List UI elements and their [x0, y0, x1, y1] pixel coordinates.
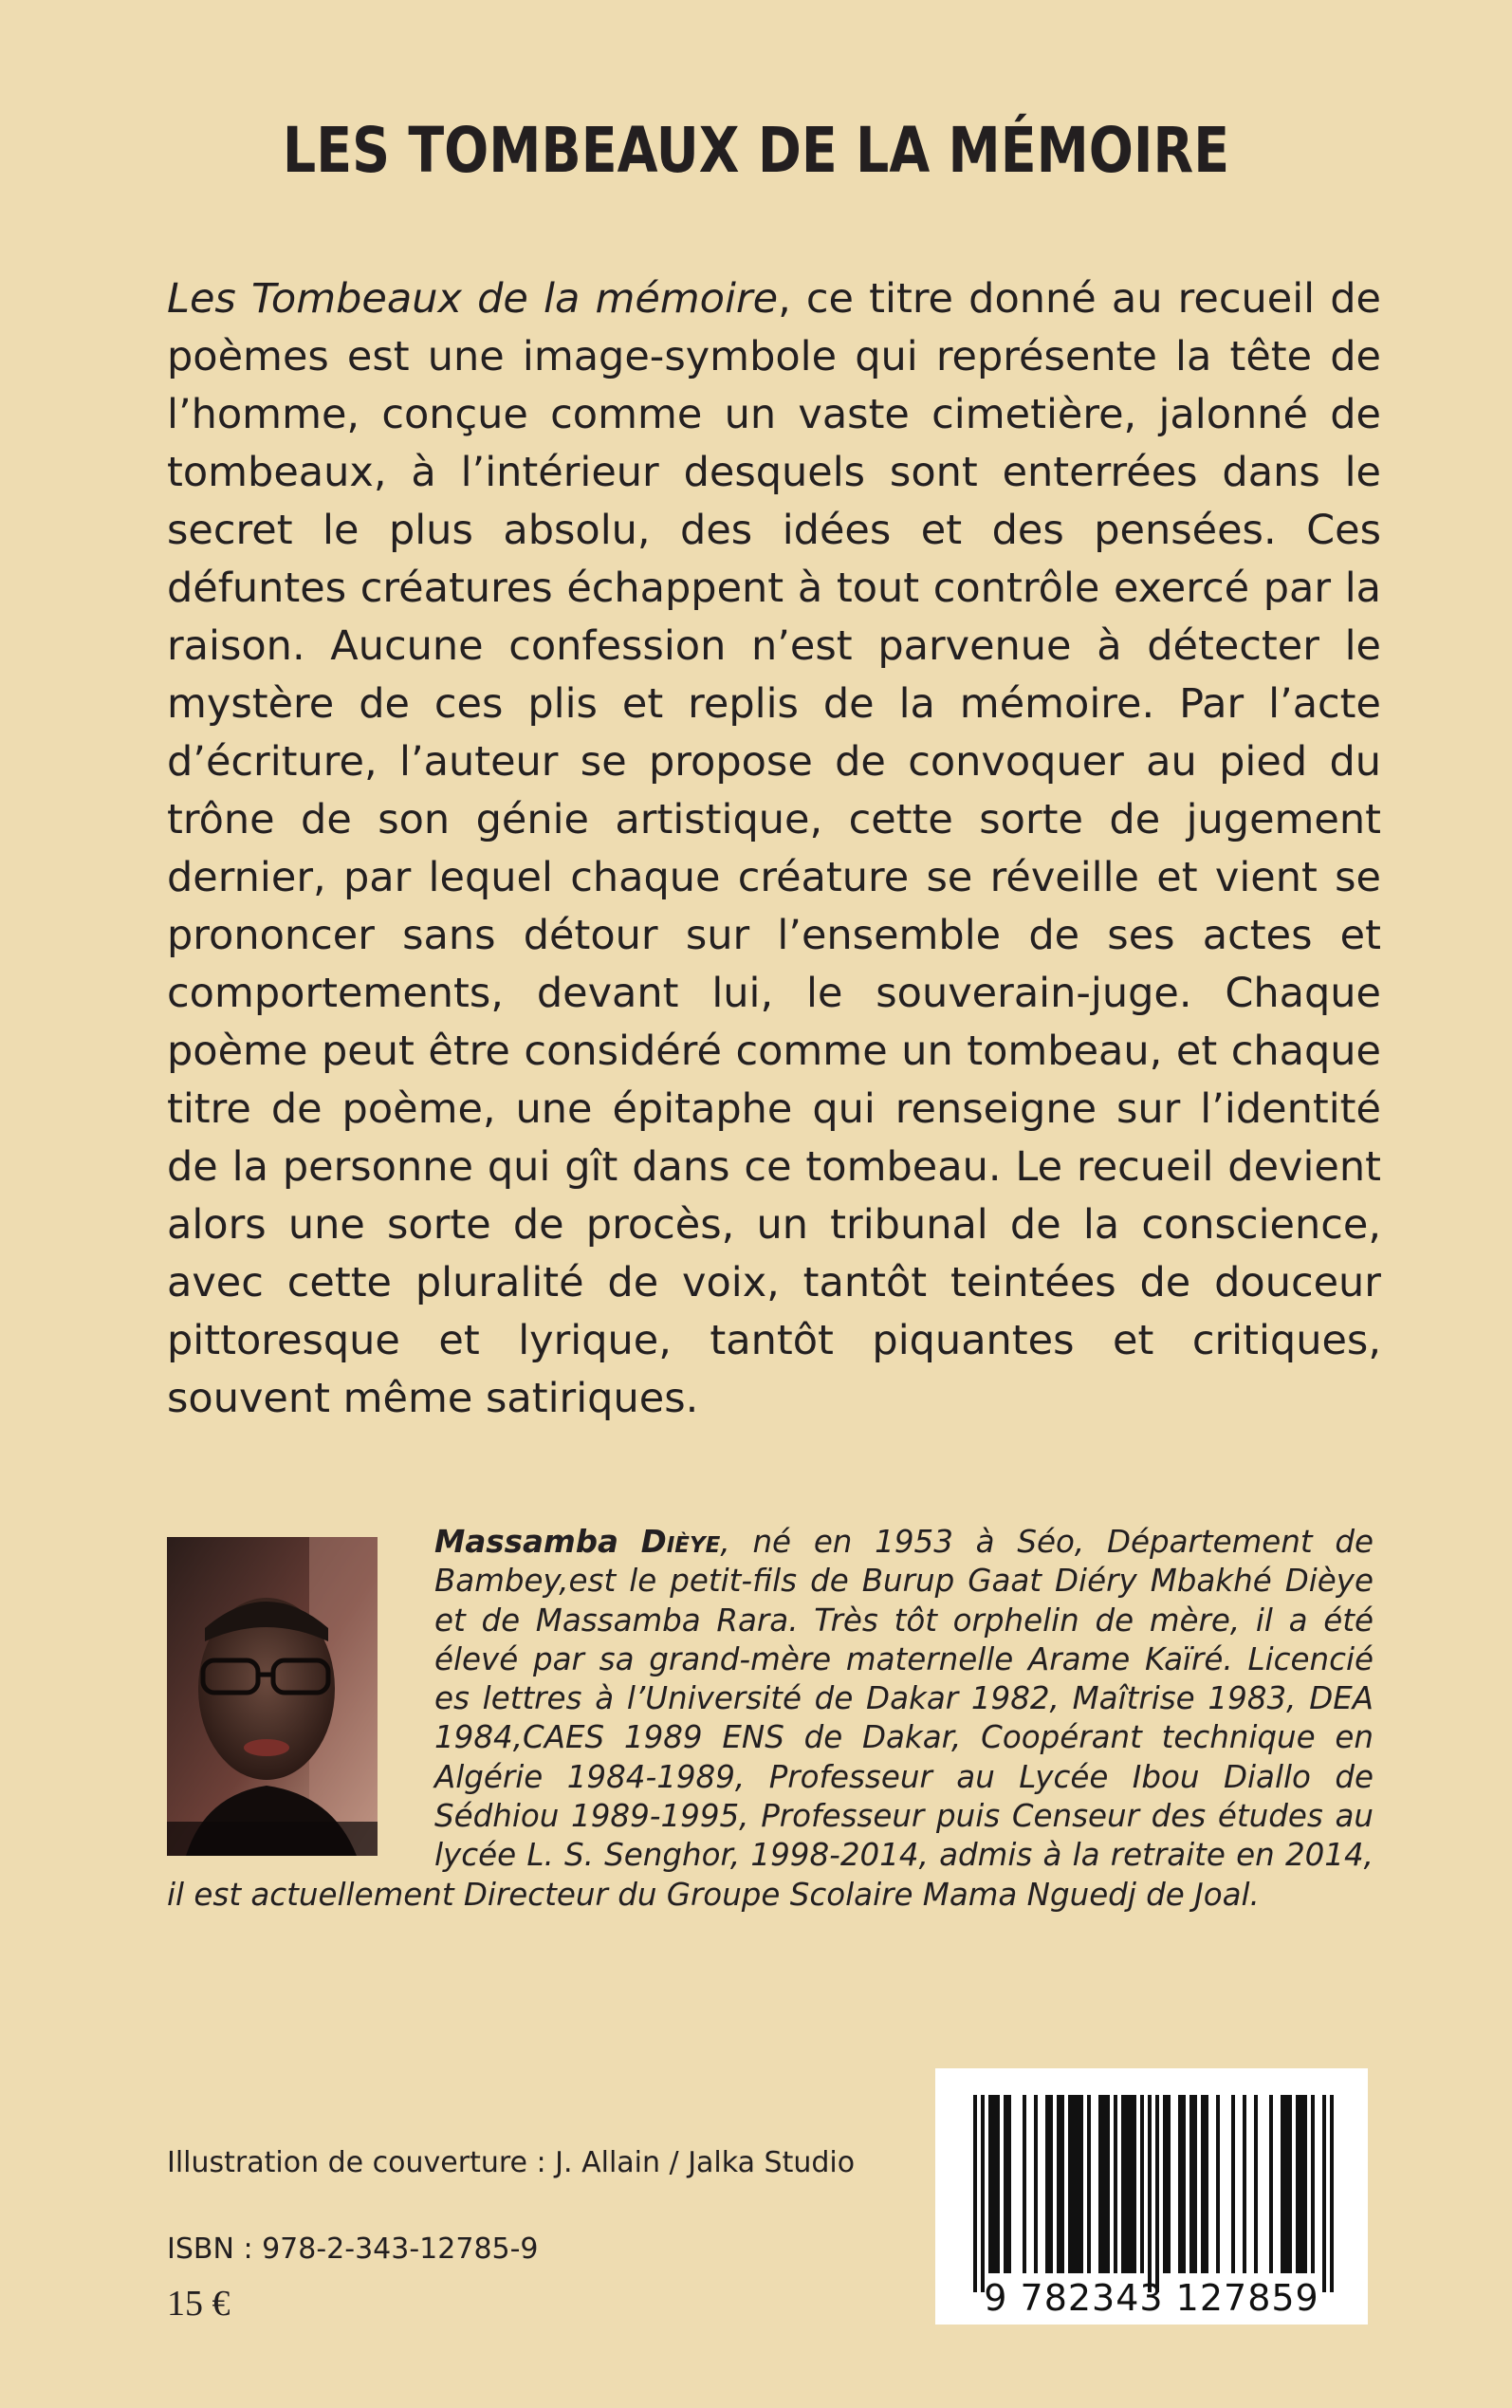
barcode-bar	[1114, 2095, 1117, 2273]
barcode-bar	[1102, 2095, 1106, 2273]
barcode-bar	[981, 2095, 985, 2292]
book-summary	[167, 270, 1381, 1428]
barcode-bar	[1288, 2095, 1292, 2273]
barcode	[935, 2068, 1368, 2325]
price-label: 15 €	[167, 2284, 230, 2324]
barcode-bar	[1049, 2095, 1053, 2273]
barcode-bar	[1201, 2095, 1205, 2273]
photo-spacer	[167, 1523, 434, 1874]
barcode-bar	[1243, 2095, 1246, 2273]
barcode-bar	[1254, 2095, 1258, 2273]
barcode-bar	[1322, 2095, 1326, 2292]
barcode-bar	[1155, 2095, 1159, 2292]
barcode-bar	[1269, 2095, 1273, 2273]
barcode-bar	[1148, 2095, 1152, 2292]
summary-title-italic: Les Tombeaux de la mémoire	[167, 275, 779, 323]
barcode-bar	[1303, 2095, 1307, 2273]
barcode-bar	[1060, 2095, 1064, 2273]
barcode-bar	[1034, 2095, 1038, 2273]
isbn-label: ISBN : 978-2-343-12785-9	[167, 2232, 539, 2266]
barcode-bar	[1072, 2095, 1076, 2273]
barcode-bar	[1178, 2095, 1182, 2273]
barcode-bar	[1296, 2095, 1300, 2273]
book-title: LES TOMBEAUX DE LA MÉMOIRE	[282, 114, 1230, 187]
barcode-bar	[973, 2095, 977, 2292]
author-bio-text: , né en 1953 à Séo, Département de Bambey,est le petit-fils de Burup Gaat Diéry Mbakhé Dièye et de Massamba Rara. Très tôt orphelin de mère, il a été élevé par sa grand-mère maternelle Arame Kaïré. Licencié es lettres à l’Université de Dakar 1982, Maîtrise 1983, DEA 1984,CAES 1989 ENS de Dakar, Coopérant technique en Algérie 1984-1989, Professeur au Lycée Ibou Diallo de Sédhiou 1989-1995, Professeur puis Censeur des études au lycée L. S. Senghor, 1998-2014, admis à la retraite en 2014, il est actuellement Directeur du Groupe Scolaire Mama Nguedj de Joal.	[167, 1524, 1374, 1913]
barcode-bar	[1189, 2095, 1193, 2273]
barcode-bar	[988, 2095, 992, 2273]
barcode-bar	[1284, 2095, 1288, 2273]
barcode-bar	[1205, 2095, 1208, 2273]
barcode-bar	[1106, 2095, 1110, 2273]
barcode-bar	[1057, 2095, 1060, 2273]
barcode-bar	[1076, 2095, 1079, 2273]
barcode-bar	[1068, 2095, 1072, 2273]
barcode-bar	[1140, 2095, 1144, 2273]
barcode-bar	[992, 2095, 996, 2273]
barcode-bar	[1121, 2095, 1125, 2273]
barcode-bar	[1129, 2095, 1133, 2273]
barcode-bar	[1216, 2095, 1220, 2273]
barcode-bar	[1182, 2095, 1186, 2273]
barcode-bar	[1133, 2095, 1136, 2273]
barcode-digits: 9 782343 127859	[984, 2277, 1319, 2319]
barcode-bar	[1087, 2095, 1091, 2273]
barcode-bar	[1023, 2095, 1026, 2273]
barcode-bar	[996, 2095, 1000, 2273]
barcode-bar	[1167, 2095, 1171, 2273]
barcode-bar	[1281, 2095, 1284, 2273]
barcode-bar	[1300, 2095, 1303, 2273]
barcode-bar	[1163, 2095, 1167, 2273]
illustration-credit: Illustration de couverture : J. Allain / Jalka Studio	[167, 2146, 856, 2179]
barcode-bar	[1231, 2095, 1235, 2273]
barcode-bar	[1079, 2095, 1083, 2273]
barcode-bar	[1193, 2095, 1197, 2273]
barcode-bar	[1098, 2095, 1102, 2273]
barcode-bar	[1007, 2095, 1011, 2273]
barcode-bar	[1125, 2095, 1129, 2273]
barcode-bar	[1004, 2095, 1007, 2273]
summary-text: , ce titre donné au recueil de poèmes est une image-symbole qui représente la tête de l’homme, conçue comme un vaste cimetière, jalonné de tombeaux, à l’intérieur desquels sont enterrées dans le secret le plus absolu, des idées et des pensées. Ces défuntes créatures échappent à tout contrôle exercé par la raison. Aucune confession n’est parvenue à détecter le mystère de ces plis et replis de la mémoire. Par l’acte d’écriture, l’auteur se propose de convoquer au pied du trône de son génie artistique, cette sorte de jugement dernier, par lequel chaque créature se réveille et vient se prononcer sans détour sur l’ensemble de ses actes et comportements, devant lui, le souverain-juge. Chaque poème peut être considéré comme un tombeau, et chaque titre de poème, une épitaphe qui renseigne sur l’identité de la personne qui gît dans ce tombeau. Le recueil devient alors une sorte de procès, un tribunal de la conscience, avec cette pluralité de voix, tantôt teintées de douceur pittoresque et lyrique, tantôt piquantes et critiques, souvent même satiriques.	[167, 275, 1382, 1422]
barcode-bar	[1330, 2095, 1334, 2292]
author-first-name: Massamba	[434, 1524, 618, 1560]
author-last-name: Dièye	[640, 1524, 721, 1560]
barcode-bar	[1045, 2095, 1049, 2273]
barcode-bar	[1311, 2095, 1315, 2273]
author-bio	[167, 1523, 1374, 1915]
